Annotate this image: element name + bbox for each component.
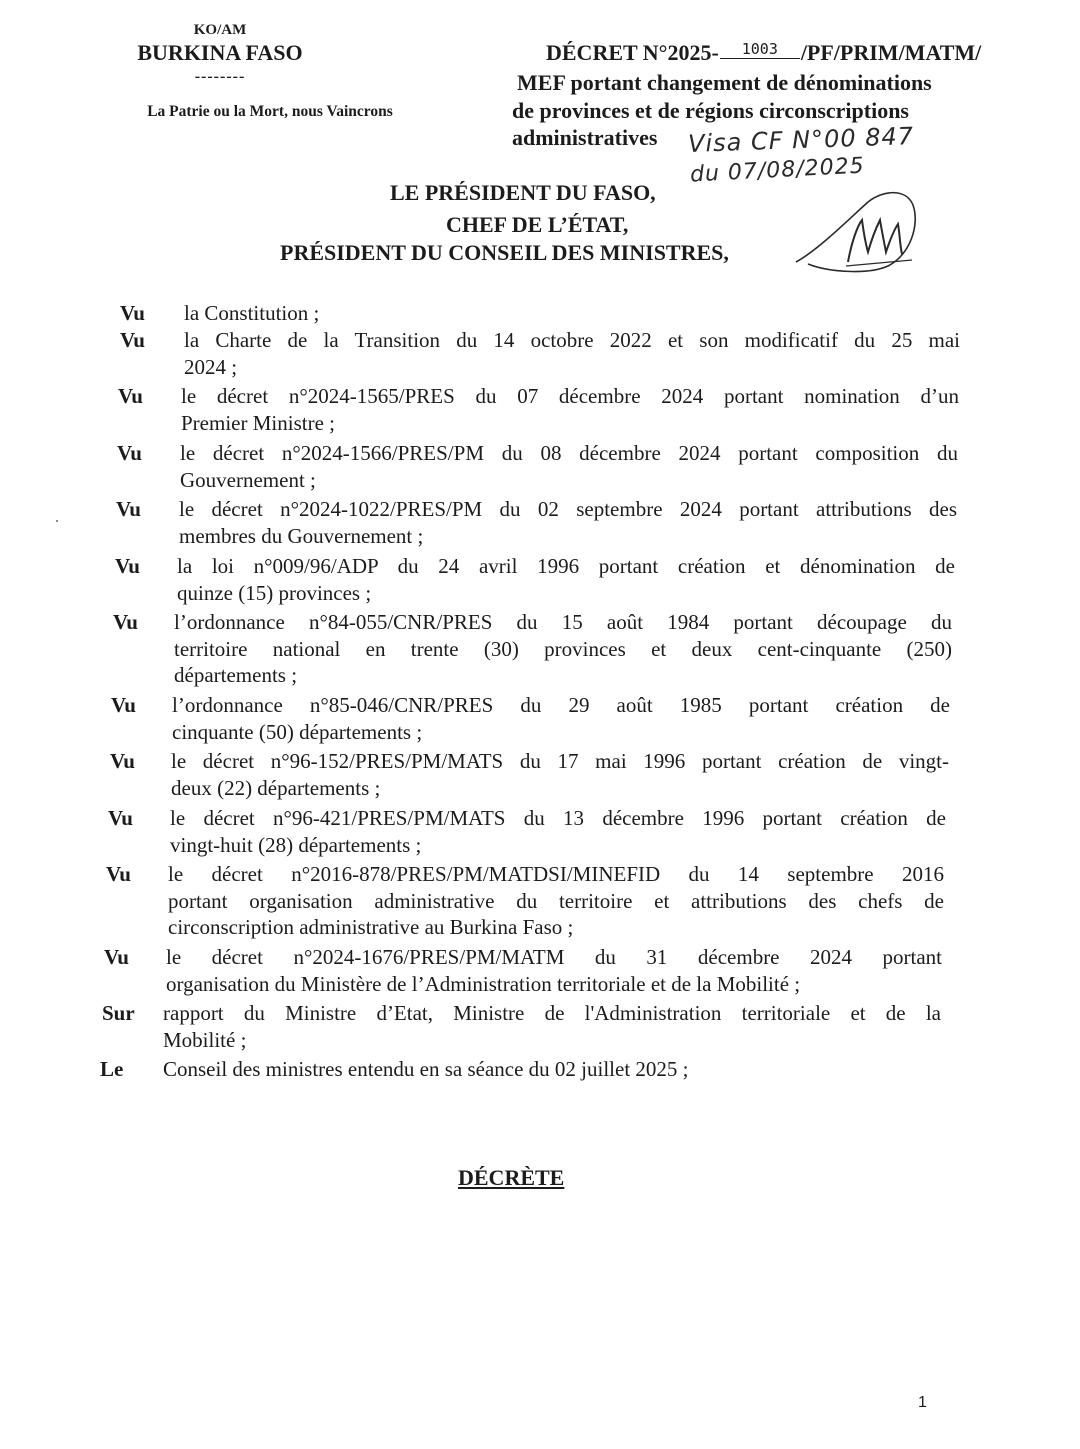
visa-text (177, 553, 955, 606)
visa-text-line: Gouvernement ; (180, 467, 316, 492)
visa-text-line: territoire national en trente (30) provinces et deux cent-cinquante (250) (174, 636, 952, 661)
visa-text-line: le décret n°96-152/PRES/PM/MATS du 17 mai 1996 portant création de vingt- (171, 749, 949, 773)
visa-item (0, 609, 1080, 689)
visa-keyword: Le (100, 1057, 124, 1081)
visa-text-line: l’ordonnance n°84-055/CNR/PRES du 15 août 1984 portant découpage du (174, 610, 952, 634)
handwritten-visa-date: du 07/08/2025 (689, 153, 866, 188)
president-title-line-1: LE PRÉSIDENT DU FASO, (390, 180, 656, 205)
visa-text (170, 805, 946, 858)
visa-text (163, 1000, 941, 1053)
decree-title-line-3: de provinces et de régions circonscriptions (512, 98, 909, 123)
decree-title-line-1 (546, 40, 981, 66)
visa-keyword: Vu (117, 441, 142, 465)
decree-title-line-4: administratives (512, 125, 658, 150)
visa-text-line: Premier Ministre ; (181, 410, 335, 435)
decree-suffix: /PF/PRIM/MATM/ (800, 40, 982, 65)
visa-keyword: Vu (118, 384, 143, 408)
visa-text (166, 944, 942, 997)
visa-text-line: quinze (15) provinces ; (177, 580, 372, 605)
visa-text (168, 861, 944, 941)
visa-keyword: Vu (120, 328, 145, 352)
signature-initials (788, 180, 928, 290)
visa-item (0, 861, 1080, 941)
visa-keyword: Vu (116, 497, 141, 521)
visa-text (174, 609, 952, 689)
visa-keyword: Vu (120, 301, 145, 325)
decree-number: 1003 (720, 40, 800, 59)
visa-text-line: l’ordonnance n°85-046/CNR/PRES du 29 août 1985 portant création de (172, 693, 950, 717)
visa-item (0, 383, 1080, 436)
visa-text-line: la Constitution ; (184, 301, 320, 325)
visa-item (0, 496, 1080, 549)
visa-text-line: le décret n°2024-1565/PRES du 07 décembre 2024 portant nomination d’un (181, 384, 959, 408)
president-title-line-3: PRÉSIDENT DU CONSEIL DES MINISTRES, (280, 240, 729, 265)
visa-keyword: Vu (115, 554, 140, 578)
visa-text-line: membres du Gouvernement ; (179, 523, 424, 548)
visa-keyword: Sur (102, 1001, 135, 1025)
visa-item (0, 327, 1080, 380)
header-separator: -------- (194, 68, 246, 85)
visa-text (172, 692, 950, 745)
visa-text (184, 300, 960, 327)
handwritten-visa: Visa CF N°00 847 (687, 122, 915, 158)
visa-text-line: Conseil des ministres entendu en sa séance du 02 juillet 2025 ; (163, 1057, 689, 1081)
visa-keyword: Vu (110, 749, 135, 773)
visa-text-line: portant organisation administrative du territoire et attributions des chefs de (168, 888, 944, 913)
visa-text (180, 440, 958, 493)
visa-item (0, 1000, 1080, 1053)
visa-keyword: Vu (113, 610, 138, 634)
visa-text-line: le décret n°2024-1566/PRES/PM du 08 décembre 2024 portant composition du (180, 441, 958, 465)
visa-text (163, 1056, 941, 1083)
visa-text-line: Mobilité ; (163, 1027, 247, 1052)
visa-text-line: le décret n°2024-1676/PRES/PM/MATM du 31 décembre 2024 portant (166, 945, 942, 969)
visa-text-line: le décret n°2024-1022/PRES/PM du 02 septembre 2024 portant attributions des (179, 497, 957, 521)
visa-text-line: organisation du Ministère de l’Administration territoriale et de la Mobilité ; (166, 971, 801, 996)
visa-keyword: Vu (104, 945, 129, 969)
country-name: BURKINA FASO (137, 40, 303, 65)
page-number: 1 (918, 1394, 927, 1411)
visa-text-line: départements ; (174, 663, 298, 687)
visa-item (0, 1056, 1080, 1083)
visa-text (171, 748, 949, 801)
visa-text (181, 383, 959, 436)
national-motto: La Patrie ou la Mort, nous Vaincrons (147, 103, 393, 120)
president-title-line-2: CHEF DE L’ÉTAT, (446, 212, 629, 237)
visa-item (0, 944, 1080, 997)
decree-title-line-2: MEF portant changement de dénominations (517, 70, 932, 95)
visa-text-line: circonscription administrative au Burkina Faso ; (168, 915, 574, 939)
visa-text-line: rapport du Ministre d’Etat, Ministre de l'Administration territoriale et de la (163, 1001, 941, 1025)
visa-keyword: Vu (108, 806, 133, 830)
visa-text-line: 2024 ; (184, 354, 238, 379)
visa-text (184, 327, 960, 380)
visa-text-line: vingt-huit (28) départements ; (170, 832, 422, 857)
visa-text-line: la loi n°009/96/ADP du 24 avril 1996 portant création et dénomination de (177, 554, 955, 578)
visa-keyword: Vu (106, 862, 131, 886)
operative-heading: DÉCRÈTE (458, 1165, 565, 1190)
visa-item (0, 748, 1080, 801)
visa-item (0, 440, 1080, 493)
visa-text-line: le décret n°2016-878/PRES/PM/MATDSI/MINEFID du 14 septembre 2016 (168, 862, 944, 886)
visa-item (0, 692, 1080, 745)
office-initials: KO/AM (193, 22, 247, 38)
visa-text-line: cinquante (50) départements ; (172, 719, 423, 744)
visa-item (0, 553, 1080, 606)
visa-keyword: Vu (111, 693, 136, 717)
visa-text-line: deux (22) départements ; (171, 775, 381, 800)
visa-item (0, 805, 1080, 858)
visa-item (0, 300, 1080, 327)
decree-prefix: DÉCRET N°2025- (546, 40, 719, 65)
visa-text-line: le décret n°96-421/PRES/PM/MATS du 13 décembre 1996 portant création de (170, 806, 946, 830)
visa-text (179, 496, 957, 549)
visa-text-line: la Charte de la Transition du 14 octobre 2022 et son modificatif du 25 mai (184, 328, 960, 352)
